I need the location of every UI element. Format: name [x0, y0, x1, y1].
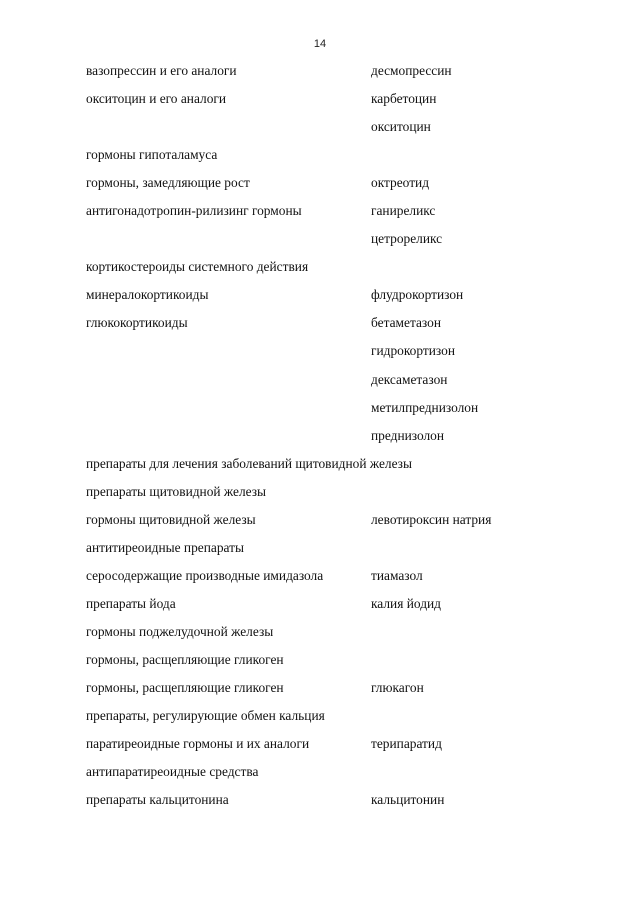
page-number: 14 [313, 38, 327, 50]
table-row [86, 256, 606, 284]
drug-name: левотироксин натрия [371, 511, 492, 527]
drug-name: ганиреликс [371, 203, 436, 219]
group-name: серосодержащие производные имидазола [86, 567, 324, 583]
table-row [86, 200, 606, 228]
group-name: кортикостероиды системного действия [86, 259, 309, 275]
drug-name: калия йодид [371, 595, 441, 611]
group-name: вазопрессин и его аналоги [86, 63, 237, 78]
group-name: препараты, регулирующие обмен кальция [86, 708, 325, 724]
table-row [86, 284, 606, 312]
group-name: гормоны, расщепляющие гликоген [86, 680, 284, 696]
table-row [86, 228, 606, 256]
table-row [86, 537, 606, 565]
drug-name: бетаметазон [371, 315, 441, 331]
group-name: антигонадотропин-рилизинг гормоны [86, 203, 302, 219]
table-row [86, 565, 606, 593]
group-name: гормоны, замедляющие рост [86, 175, 250, 191]
drug-name: цетрореликс [371, 231, 443, 247]
table-row [86, 88, 606, 116]
table-row [86, 705, 606, 733]
table-row [86, 761, 606, 789]
group-name: гормоны поджелудочной железы [86, 623, 274, 639]
drug-name: октреотид [371, 175, 430, 191]
table-row [86, 369, 606, 397]
table-row [86, 649, 606, 677]
table-row [86, 312, 606, 340]
table-row [86, 397, 606, 425]
group-name: гормоны, расщепляющие гликоген [86, 651, 284, 667]
group-name: гормоны гипоталамуса [86, 147, 218, 163]
drug-name: преднизолон [371, 427, 445, 443]
table-row [86, 453, 606, 481]
drug-name: тиамазол [371, 567, 423, 583]
drug-table [86, 60, 606, 817]
group-name: препараты щитовидной железы [86, 483, 267, 499]
group-name: минералокортикоиды [86, 287, 209, 303]
group-name: глюкокортикоиды [86, 315, 188, 331]
group-name: препараты йода [86, 595, 176, 611]
table-row [86, 425, 606, 453]
group-name: гормоны щитовидной железы [86, 511, 256, 527]
drug-name: окситоцин [371, 119, 431, 135]
table-row [86, 677, 606, 705]
table-row [86, 733, 606, 761]
table-row [86, 789, 606, 817]
table-row [86, 116, 606, 144]
table-row [86, 60, 606, 88]
drug-name: десмопрессин [371, 63, 452, 78]
group-name: препараты кальцитонина [86, 792, 229, 808]
table-row [86, 593, 606, 621]
drug-name: дексаметазон [371, 371, 448, 387]
drug-name: гидрокортизон [371, 343, 455, 359]
group-name: антитиреоидные препараты [86, 539, 244, 555]
drug-name: флудрокортизон [371, 287, 464, 303]
table-row [86, 481, 606, 509]
drug-name: карбетоцин [371, 91, 437, 107]
group-name: препараты для лечения заболеваний щитовидной железы [86, 455, 412, 471]
table-row [86, 509, 606, 537]
group-name: окситоцин и его аналоги [86, 91, 227, 107]
group-name: антипаратиреоидные средства [86, 764, 259, 780]
table-row [86, 172, 606, 200]
drug-name: метилпреднизолон [371, 399, 479, 415]
group-name: паратиреоидные гормоны и их аналоги [86, 736, 310, 752]
table-row [86, 144, 606, 172]
drug-name: глюкагон [371, 680, 424, 696]
table-row [86, 340, 606, 368]
table-row [86, 621, 606, 649]
drug-name: терипаратид [371, 736, 442, 752]
drug-name: кальцитонин [371, 792, 445, 808]
